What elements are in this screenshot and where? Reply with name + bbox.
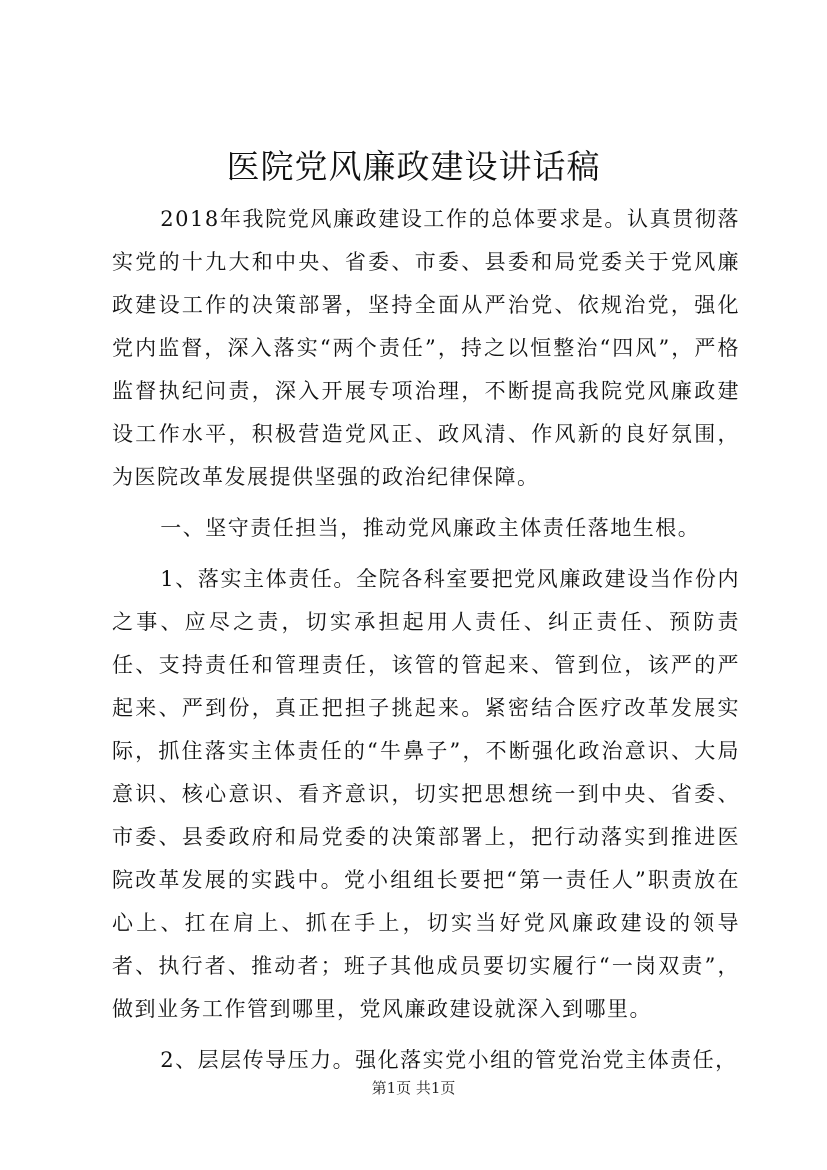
document-body <box>112 198 740 1082</box>
section-heading-1: 一、坚守责任担当，推动党风廉政主体责任落地生根。 <box>160 516 701 540</box>
paragraph-intro: 2018年我院党风廉政建设工作的总体要求是。认真贯彻落实党的十九大和中央、省委、市委、县委和局党委关于党风廉政建设工作的决策部署，坚持全面从严治党、依规治党，强化党内监督，深入落实“两个责任”，持之以恒整治“四风”，严格监督执纪问责，深入开展专项治理，不断提高我院党风廉政建设工作水平，积极营造党风正、政风清、作风新的良好氛围，为医院改革发展提供坚强的政治纪律保障。 <box>112 207 740 489</box>
paragraph-item-1: 1、落实主体责任。全院各科室要把党风廉政建设当作份内之事、应尽之责，切实承担起用人责任、纠正责任、预防责任、支持责任和管理责任，该管的管起来、管到位，该严的严起来、严到份，真正把担子挑起来。紧密结合医疗改革发展实际，抓住落实主体责任的“牛鼻子”，不断强化政治意识、大局意识、核心意识、看齐意识，切实把思想统一到中央、省委、市委、县委政府和局党委的决策部署上，把行动落实到推进医院改革发展的实践中。党小组组长要把“第一责任人”职责放在心上、扛在肩上、抓在手上，切实当好党风廉政建设的领导者、执行者、推动者；班子其他成员要切实履行“一岗双责”，做到业务工作管到哪里，党风廉政建设就深入到哪里。 <box>112 567 740 1021</box>
document-title: 医院党风廉政建设讲话稿 <box>226 147 601 186</box>
page-footer: 第1页 共1页 <box>371 1079 456 1097</box>
paragraph-item-2: 2、层层传导压力。强化落实党小组的管党治党主体责任， <box>160 1048 738 1072</box>
